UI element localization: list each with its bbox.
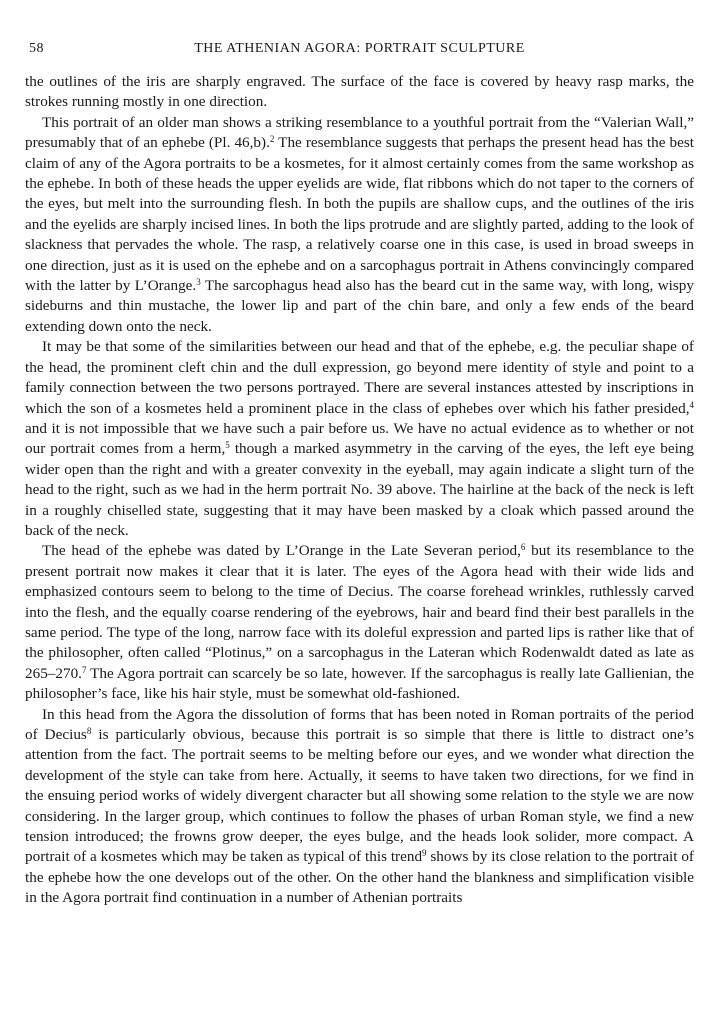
body-text — [25, 72, 694, 909]
paragraph — [25, 72, 694, 113]
paragraph-text: The resemblance suggests that perhaps the present head has the best claim of any of the Agora portraits to be a kosmetes, for it almost certainly comes from the same workshop as the ephebe. In both of these heads the upper eyelids are wide, flat ribbons which do not taper to the corners of the eyes, but melt into the surrounding flesh. In both the pupils are shallow cups, and the outlines of the iris and the eyelids are sharply incised lines. In both the lips protrude and are slightly parted, adding to the look of slackness that pervades the whole. The rasp, a relatively coarse one in this case, is used in broad sweeps in one direction, just as it is used on the ephebe and on a sarcophagus portrait in Athens convincingly compared with the latter by L’Orange. — [25, 134, 694, 295]
footnote-marker: 9 — [422, 848, 427, 859]
paragraph — [25, 337, 694, 541]
paragraph-text: but its resemblance to the present portrait now makes it clear that it is later. The eyes of the Agora head with their wide lids and emphasized contours seem to belong to the time of Decius. The coarse forehead wrinkles, ruthlessly carved into the flesh, and the equally coarse rendering of the eyebrows, hair and beard find their best parallels in the same period. The type of the long, narrow face with its doleful expression and parted lips is rather like that of the philosopher, often called “Plotinus,” on a sarcophagus in the Lateran which Rodenwaldt dated as late as 265–270. — [25, 542, 694, 682]
paragraph — [25, 541, 694, 704]
footnote-marker: 6 — [520, 542, 526, 553]
footnote-marker: 3 — [196, 277, 201, 288]
paragraph-text: the outlines of the iris are sharply engraved. The surface of the face is covered by heavy rasp marks, the strokes running mostly in one direction. — [25, 73, 694, 111]
paragraph — [25, 113, 694, 337]
footnote-marker: 4 — [689, 399, 694, 410]
footnote-marker: 5 — [225, 440, 230, 451]
paragraph-text: It may be that some of the similarities between our head and that of the ephebe, e.g. the peculiar shape of the head, the prominent cleft chin and the dull expression, go beyond mere identity of style and point to a family connection between the two persons portrayed. There are several instances attested by inscriptions in which the son of a kosmetes held a prominent place in the class of ephebes over which his father presided, — [25, 338, 694, 417]
paragraph-text: The head of the ephebe was dated by L’Orange in the Late Severan period, — [42, 542, 521, 560]
paragraph — [25, 705, 694, 909]
running-head: THE ATHENIAN AGORA: PORTRAIT SCULPTURE — [194, 41, 525, 56]
footnote-marker: 7 — [81, 664, 87, 675]
footnote-marker: 2 — [269, 134, 275, 145]
footnote-marker: 8 — [86, 726, 92, 736]
page-number: 58 — [29, 41, 44, 56]
page-header — [25, 41, 694, 65]
paragraph-text: is particularly obvious, because this portrait is so simple that there is little to distract one’s attention from the fact. The portrait seems to be melting before our eyes, and we wonder what direction the development of the style can take from here. Actually, it seems to have taken two directions, for we find in the ensuing period works of widely divergent character but all showing some relation to the style we are now considering. In the larger group, which continues to follow the phases of urban Roman style, we find a new tension introduced; the frowns grow deeper, the eyes bulge, and the heads look solider, more compact. A portrait of a kosmetes which may be taken as typical of this trend — [25, 726, 695, 866]
paragraph-text: This portrait of an older man shows a striking resemblance to a youthful portrait from the “Valerian Wall,” presumably that of an ephebe (Pl. 46,b). — [25, 113, 694, 152]
paragraph-text: and it is not impossible that we have such a pair before us. We have no actual evidence as to whether or not our portrait comes from a herm, — [25, 419, 694, 458]
paragraph-text: The sarcophagus head also has the beard cut in the same way, with long, wispy sideburns and thin mustache, the lower lip and part of the chin bare, and only a few ends of the beard extending down onto the neck. — [25, 277, 694, 335]
paragraph-text: though a marked asymmetry in the carving of the eyes, the left eye being wider open than the right and with a greater convexity in the eyeball, may again indicate a slight turn of the head to the right, such as we had in the herm portrait No. 39 above. The hairline at the back of the neck is left in a roughly chiselled state, suggesting that it may have been masked by a cloak which passed around the back of the neck. — [25, 440, 694, 539]
paragraph-text: The Agora portrait can scarcely be so late, however. If the sarcophagus is really late Gallienian, the philosopher’s face, like his hair style, must be somewhat old-fashioned. — [25, 664, 694, 703]
document-page — [25, 41, 694, 909]
paragraph-text: In this head from the Agora the dissolution of forms that has been noted in Roman portraits of the period of Decius — [25, 705, 694, 743]
paragraph-text: shows by its close relation to the portrait of the ephebe how the one develops out of the other. On the other hand the blankness and simplification visible in the Agora portrait find continuation in a number of Athenian portraits — [25, 848, 694, 907]
